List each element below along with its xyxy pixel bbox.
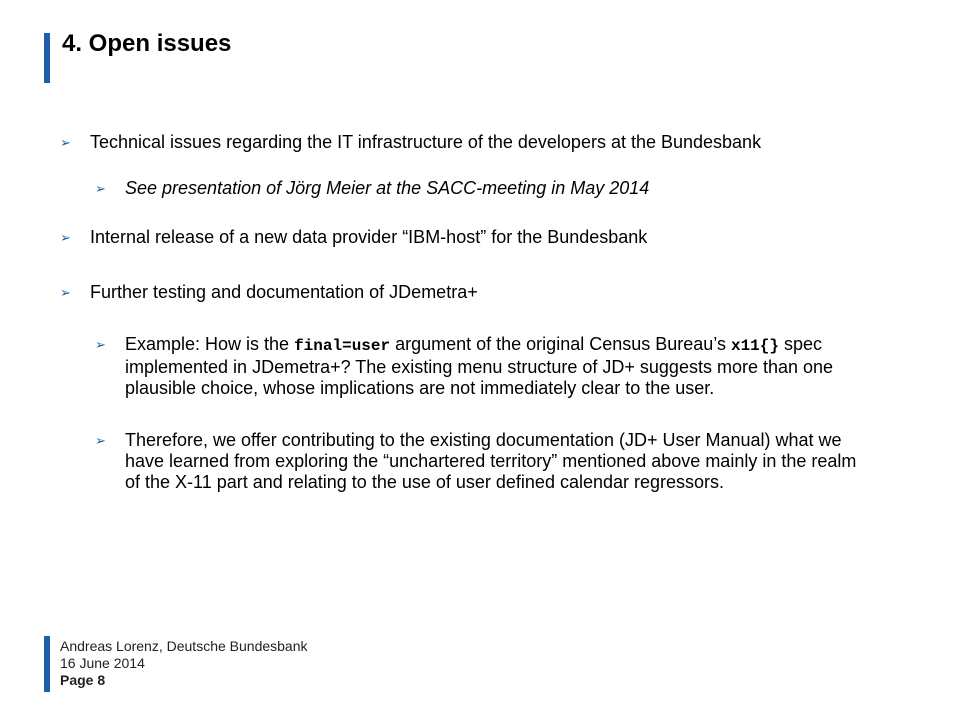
- footer-author: Andreas Lorenz, Deutsche Bundesbank: [60, 638, 308, 654]
- bullet-text: Technical issues regarding the IT infrastructure of the developers at the Bundesbank: [90, 132, 762, 152]
- title-accent-bar: [44, 33, 50, 83]
- bullet-further-testing: [60, 282, 870, 303]
- example-text-part3: spec implemented in JDemetra+? The existing menu structure of JD+ suggests more than one plausible choice, whose implications are not immediately clear to the user.: [125, 334, 834, 398]
- arrow-bullet-icon: ➢: [95, 433, 106, 448]
- arrow-bullet-icon: ➢: [95, 181, 106, 196]
- footer: [60, 638, 308, 689]
- slide-content: [60, 132, 870, 493]
- bullet-text: See presentation of Jörg Meier at the SACC-meeting in May 2014: [125, 178, 650, 198]
- footer-date: 16 June 2014: [60, 655, 145, 671]
- bullet-text: [125, 334, 870, 399]
- bullet-text: Therefore, we offer contributing to the existing documentation (JD+ User Manual) what we have learned from exploring the “unchartered territory” mentioned above mainly in the realm of the X-11 part and relating to the use of user defined calendar regressors.: [125, 430, 857, 492]
- arrow-bullet-icon: ➢: [60, 285, 71, 300]
- code-final-user: final=user: [294, 337, 391, 355]
- arrow-bullet-icon: ➢: [60, 135, 71, 150]
- footer-accent-bar: [44, 636, 50, 692]
- slide-title: 4. Open issues: [62, 30, 232, 57]
- example-text-part1: Example: How is the: [125, 334, 295, 354]
- example-text-part2: argument of the original Census Bureau’s: [390, 334, 731, 354]
- bullet-internal-release: [60, 227, 870, 248]
- subbullet-example: [95, 334, 870, 399]
- bullet-technical-issues: [60, 132, 870, 153]
- arrow-bullet-icon: ➢: [60, 230, 71, 245]
- subbullet-presentation: [95, 178, 870, 199]
- footer-page-number: Page 8: [60, 672, 106, 688]
- arrow-bullet-icon: ➢: [95, 337, 106, 352]
- bullet-text: Internal release of a new data provider “IBM-host” for the Bundesbank: [90, 227, 648, 247]
- code-x11: x11{}: [730, 337, 779, 355]
- bullet-text: Further testing and documentation of JDemetra+: [90, 282, 478, 302]
- subbullet-therefore: [95, 430, 870, 493]
